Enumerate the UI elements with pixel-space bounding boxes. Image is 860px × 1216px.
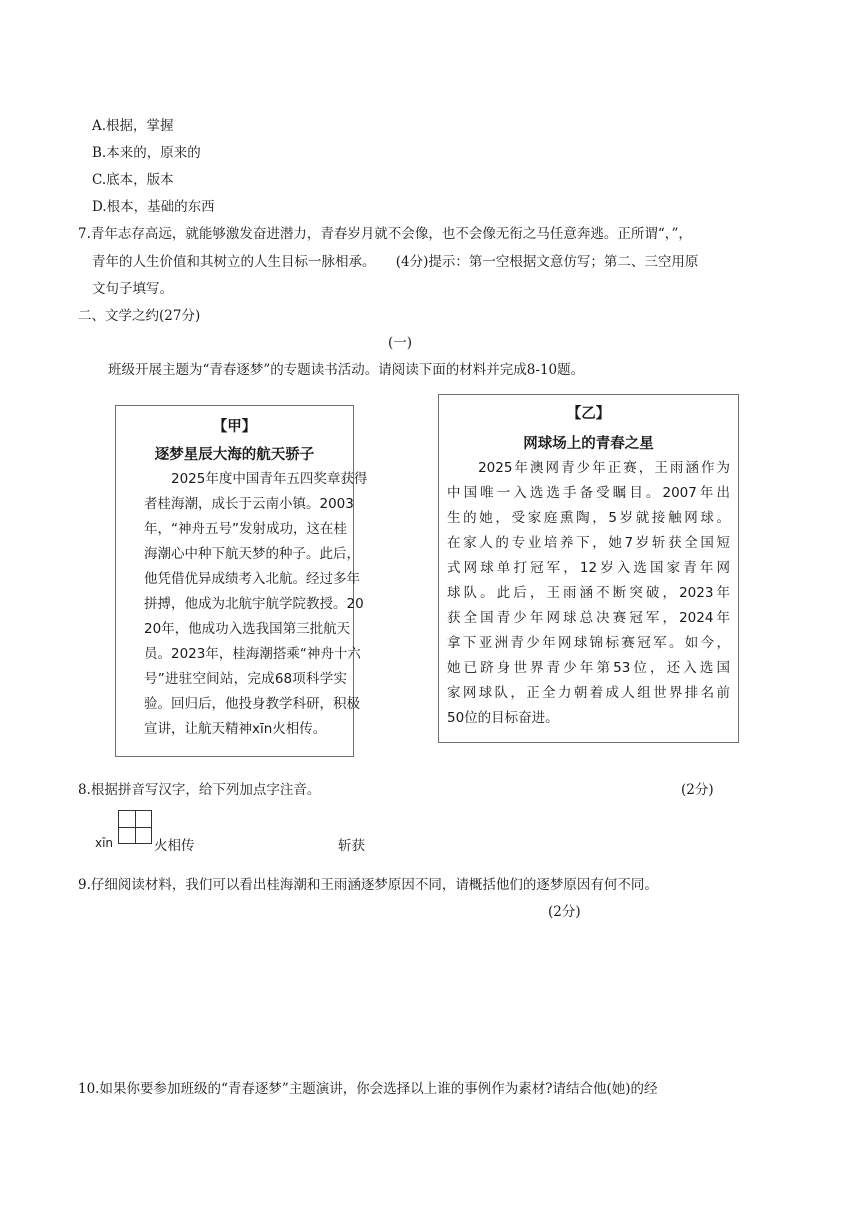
material-a-title: 逐梦星辰大海的航天骄子 <box>154 447 315 463</box>
material-b-line: 式网球单打冠军，12岁入选国家青年网 <box>447 560 730 576</box>
material-b-header: 【乙】 <box>566 406 611 422</box>
material-a-line: 20年，他成功入选我国第三批航天 <box>144 621 351 637</box>
material-b-line: 在家人的专业培养下，她7岁斩获全国短 <box>447 535 730 551</box>
character-writing-box[interactable] <box>118 810 152 844</box>
material-b-line: 生的她，受家庭熏陶，5岁就接触网球。 <box>447 510 730 526</box>
question-10-text: 10.如果你要参加班级的“青春逐梦”主题演讲，你会选择以上谁的事例作为素材?请结合他(她)的经 <box>78 1081 658 1097</box>
word-1-rest: 火相传 <box>154 838 195 854</box>
material-a-line: 宣讲，让航天精神xīn火相传。 <box>144 721 327 737</box>
material-b-line: 50位的目标奋进。 <box>447 710 559 726</box>
material-a-body <box>144 467 368 742</box>
material-a-line: 年，“神舟五号”发射成功，这在桂 <box>144 521 347 537</box>
material-a-header: 【甲】 <box>212 419 257 435</box>
material-box-b <box>438 394 739 743</box>
material-b-line: 中国唯一入选选手备受瞩目。2007年出 <box>447 485 730 501</box>
option-d: D.根本，基础的东西 <box>92 199 215 215</box>
material-b-title: 网球场上的青春之星 <box>523 436 654 452</box>
question-7-line-1: 7.青年志存高远，就能够激发奋进潜力，青春岁月就不会像，也不会像无衔之马任意奔逃。正所谓“，”， <box>78 226 692 242</box>
question-8-text: 8.根据拼音写汉字，给下列加点字注音。 <box>78 782 321 798</box>
material-a-line: 号”进驻空间站，完成68项科学实 <box>144 671 347 687</box>
material-a-line: 他凭借优异成绩考入北航。经过多年 <box>144 571 360 587</box>
section-subtitle: (一) <box>388 335 413 351</box>
material-a-line: 员。2023年，桂海潮搭乘“神舟十六 <box>144 646 361 662</box>
option-b: B.本来的，原来的 <box>92 145 201 161</box>
question-7-line-3: 文句子填写。 <box>92 281 173 297</box>
material-b-line: 家网球队，正全力朝着成人组世界排名前 <box>447 685 730 701</box>
section-title: 二、文学之约(27分) <box>78 308 201 324</box>
word-2: 斩获 <box>338 838 365 854</box>
material-b-body <box>447 456 730 731</box>
pinyin-label: xīn <box>95 836 114 850</box>
material-a-line: 者桂海潮，成长于云南小镇。2003 <box>144 496 354 512</box>
material-b-line: 拿下亚洲青少年网球锦标赛冠军。如今， <box>447 635 730 651</box>
material-b-line: 2025年澳网青少年正赛，王雨涵作为 <box>447 460 730 476</box>
option-a: A.根据，掌握 <box>92 118 174 134</box>
material-b-line: 获全国青少年网球总决赛冠军，2024年 <box>447 610 730 626</box>
material-b-line: 球队。此后，王雨涵不断突破，2023年 <box>447 585 730 601</box>
question-9-text: 9.仔细阅读材料，我们可以看出桂海潮和王雨涵逐梦原因不同，请概括他们的逐梦原因有何不同。 <box>78 877 658 893</box>
section-intro: 班级开展主题为“青春逐梦”的专题读书活动。请阅读下面的材料并完成8-10题。 <box>108 362 585 378</box>
option-c: C.底本，版本 <box>92 172 174 188</box>
material-a-line: 拼搏，他成为北航宇航学院教授。20 <box>144 596 364 612</box>
material-box-a <box>115 405 368 757</box>
material-a-line: 2025年度中国青年五四奖章获得 <box>144 471 368 487</box>
material-b-line: 她已跻身世界青少年第53位，还入选国 <box>447 660 730 676</box>
question-9-score: (2分) <box>548 904 581 920</box>
question-7-line-2: 青年的人生价值和其树立的人生目标一脉相承。 (4分)提示：第一空根据文意仿写；第二、三空用原 <box>92 254 699 270</box>
material-a-line: 验。回归后，他投身教学科研，积极 <box>144 696 360 712</box>
question-8-score: (2分) <box>681 782 714 798</box>
material-a-line: 海潮心中种下航天梦的种子。此后， <box>144 546 360 562</box>
